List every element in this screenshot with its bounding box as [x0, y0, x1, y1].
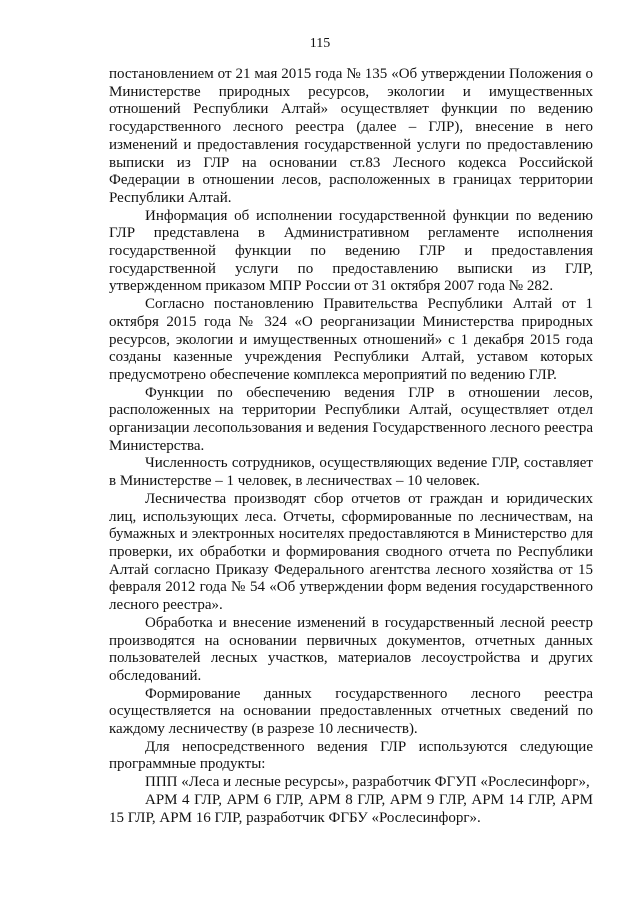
paragraph: Численность сотрудников, осуществляющих ведение ГЛР, составляет в Министерстве – 1 человек, в лесничествах – 10 человек.	[109, 455, 593, 490]
paragraph: ППП «Леса и лесные ресурсы», разработчик ФГУП «Рослесинфорг»,	[145, 774, 590, 791]
paragraph: Информация об исполнении государственной функции по ведению ГЛР представлена в Административном регламенте исполнения государственной функции по ведению ГЛР и предоставления государственной услуги по предоставлению выписки из ГЛР, утвержденном приказом МПР России от 31 октября 2007 года № 282.	[109, 207, 593, 295]
paragraph: Согласно постановлению Правительства Республики Алтай от 1 октября 2015 года № 324 «О реорганизации Министерства природных ресурсов, экологии и имущественных отношений» с 1 декабря 2015 года созданы казенные учреждения Республики Алтай, уставом которых предусмотрено обеспечение комплекса мероприятий по ведению ГЛР.	[109, 296, 593, 383]
paragraph: Функции по обеспечению ведения ГЛР в отношении лесов, расположенных на территории Республики Алтай, осуществляет отдел организации лесопользования и ведения Государственного лесного реестра Министерства.	[109, 384, 593, 454]
paragraph: Формирование данных государственного лесного реестра осуществляется на основании предоставленных отчетных сведений по каждому лесничеству (в разрезе 10 лесничеств).	[109, 685, 593, 738]
paragraph: АРМ 4 ГЛР, АРМ 6 ГЛР, АРМ 8 ГЛР, АРМ 9 ГЛР, АРМ 14 ГЛР, АРМ 15 ГЛР, АРМ 16 ГЛР, разработчик ФГБУ «Рослесинфорг».	[109, 791, 593, 826]
document-body	[109, 66, 593, 827]
paragraph: Для непосредственного ведения ГЛР используются следующие программные продукты:	[109, 738, 593, 773]
page-number: 115	[309, 36, 331, 51]
paragraph: постановлением от 21 мая 2015 года № 135 «Об утверждении Положения о Министерстве природных ресурсов, экологии и имущественных отношений Республики Алтай» осуществляет функции по ведению государственного лесного реестра (далее – ГЛР), внесение в него изменений и предоставления государственной услуги по предоставлению выписки из ГЛР на основании ст.83 Лесного кодекса Российской Федерации в отношении лесов, расположенных в границах территории Республики Алтай.	[109, 66, 593, 206]
paragraph: Лесничества производят сбор отчетов от граждан и юридических лиц, использующих леса. Отчеты, сформированные по лесничествам, на бумажных и электронных носителях предоставляются в Министерство для проверки, их обработки и формирования сводного отчета по Республики Алтай согласно Приказу Федерального агентства лесного хозяйства от 15 февраля 2012 года № 54 «Об утверждении форм ведения государственного лесного реестра».	[109, 490, 593, 614]
paragraph: Обработка и внесение изменений в государственный лесной реестр производятся на основании первичных документов, отчетных данных пользователей лесных участков, материалов лесоустройства и других обследований.	[109, 614, 593, 684]
